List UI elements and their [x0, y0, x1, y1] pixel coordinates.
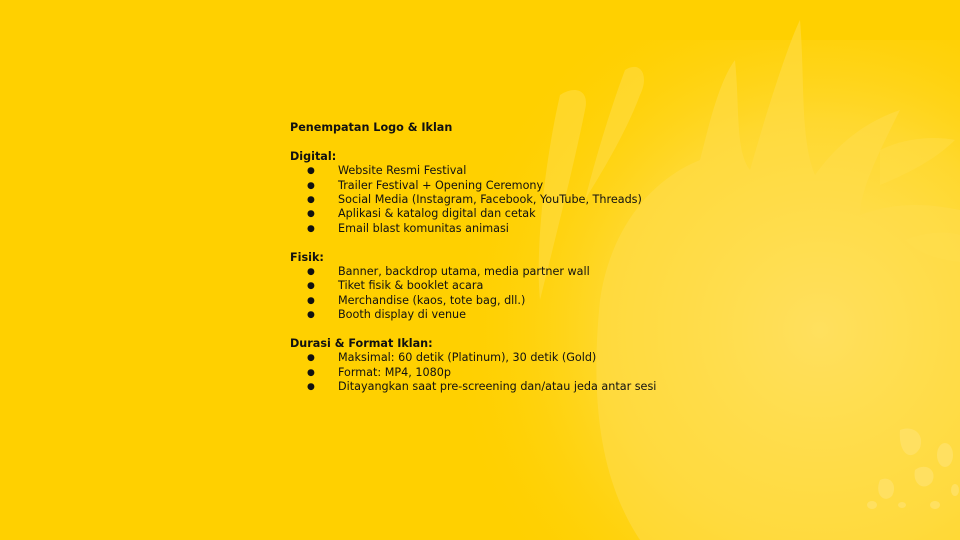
slide-title: Penempatan Logo & Iklan	[290, 121, 453, 134]
bullet-icon: ●	[307, 281, 315, 292]
bullet-icon: ●	[307, 367, 315, 378]
bullet-icon: ●	[307, 166, 315, 177]
bullet-icon: ●	[307, 353, 315, 364]
bullet-icon: ●	[307, 180, 315, 191]
bullet-list-fisik	[290, 265, 810, 323]
section-heading-fisik: Fisik:	[290, 250, 324, 264]
list-item: ● Email blast komunitas animasi	[307, 221, 509, 235]
list-item: ● Booth display di venue	[307, 308, 467, 322]
section-heading-durasi-format: Durasi & Format Iklan:	[290, 337, 433, 351]
bullet-icon: ●	[307, 223, 315, 234]
list-item: ● Merchandise (kaos, tote bag, dll.)	[307, 293, 526, 307]
section-heading-digital: Digital:	[290, 149, 337, 163]
bullet-icon: ●	[307, 267, 315, 278]
list-item: ● Social Media (Instagram, Facebook, YouTube, Threads)	[307, 193, 642, 207]
list-item: ● Banner, backdrop utama, media partner wall	[307, 265, 590, 279]
list-item: ● Tiket fisik & booklet acara	[307, 279, 484, 293]
content-block	[290, 121, 810, 395]
bullet-icon: ●	[307, 295, 315, 306]
list-item: ● Website Resmi Festival	[307, 164, 467, 178]
bullet-list-durasi-format	[290, 351, 810, 394]
bullet-icon: ●	[307, 310, 315, 321]
list-item: ● Trailer Festival + Opening Ceremony	[307, 178, 544, 192]
bullet-list-digital	[290, 164, 810, 236]
bullet-icon: ●	[307, 195, 315, 206]
list-item: ● Maksimal: 60 detik (Platinum), 30 detik (Gold)	[307, 351, 597, 365]
list-item: ● Aplikasi & katalog digital dan cetak	[307, 207, 536, 221]
list-item: ● Format: MP4, 1080p	[307, 365, 451, 379]
list-item: ● Ditayangkan saat pre-screening dan/atau jeda antar sesi	[307, 380, 657, 394]
bullet-icon: ●	[307, 209, 315, 220]
bullet-icon: ●	[307, 382, 315, 393]
